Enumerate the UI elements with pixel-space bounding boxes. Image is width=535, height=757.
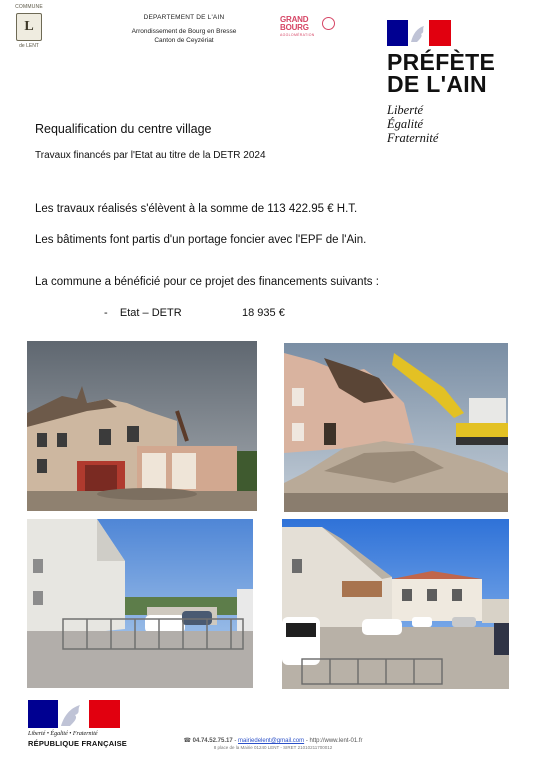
commune-logo-top-text: COMMUNE — [15, 4, 43, 10]
canton: Canton de Ceyzériat — [154, 37, 214, 44]
document-title: Requalification du centre village — [35, 122, 212, 136]
prefecture-logo — [387, 20, 512, 145]
motto-fraternite: Fraternité — [387, 131, 439, 145]
funding-bullet: - — [104, 307, 108, 319]
department-name: DEPARTEMENT DE L'AIN — [143, 14, 225, 21]
photo-cleared-lot — [27, 519, 253, 688]
department-block — [104, 14, 264, 44]
republique-motto: Liberté • Égalité • Fraternité — [28, 731, 98, 737]
motto-egalite: Égalité — [387, 117, 424, 131]
funding-source: Etat – DETR — [119, 307, 182, 319]
separator: - — [305, 738, 310, 744]
republique-francaise-logo — [28, 700, 128, 748]
phone-icon: ☎ — [183, 738, 191, 744]
grand-bourg-logo-line1: GRAND — [280, 15, 309, 24]
photo-excavator-demolition — [284, 343, 508, 512]
epf-paragraph: Les bâtiments font partis d'un portage foncier avec l'EPF de l'Ain. — [35, 234, 367, 246]
separator: - — [234, 738, 239, 744]
marianne-flag-icon — [387, 20, 451, 46]
commune-logo — [10, 4, 48, 52]
grand-bourg-logo — [280, 16, 336, 40]
funding-item — [104, 307, 304, 319]
republique-marianne-flag-icon — [28, 700, 120, 728]
contact-address: 8 place de la Mairie 01240 LENT - SIRET 21010211700012 — [213, 745, 333, 750]
arrondissement: Arrondissement de Bourg en Bresse — [131, 28, 237, 35]
contact-website-link[interactable]: http://www.lent-01.fr — [309, 738, 363, 744]
funding-intro: La commune a bénéficié pour ce projet des financements suivants : — [35, 276, 379, 288]
contact-email-link[interactable]: mairiedelent@gmail.com — [238, 738, 305, 744]
republique-name: RÉPUBLIQUE FRANÇAISE — [28, 739, 128, 748]
grand-bourg-circle-icon — [322, 17, 335, 30]
contact-phone: 04.74.52.75.17 — [192, 738, 233, 744]
motto-liberte: Liberté — [387, 103, 424, 117]
prefecture-title-line2: DE L'AIN — [387, 71, 487, 97]
cost-paragraph: Les travaux réalisés s'élèvent à la somme de 113 422.95 € H.T. — [35, 203, 358, 215]
photo-demolished-building — [27, 341, 257, 511]
commune-logo-bottom-text: de LENT — [19, 43, 39, 49]
funding-amount: 18 935 € — [242, 307, 285, 319]
document-subtitle: Travaux financés par l'Etat au titre de la DETR 2024 — [35, 150, 266, 161]
prefecture-motto — [387, 103, 512, 145]
prefecture-title-line1: PRÉFÈTE — [387, 49, 496, 75]
photo-new-square — [282, 519, 509, 689]
commune-logo-crest: L — [16, 13, 42, 41]
contact-footer — [160, 737, 386, 750]
grand-bourg-logo-sub: AGGLOMÉRATION — [280, 33, 315, 37]
grand-bourg-logo-line2: BOURG — [280, 23, 309, 32]
